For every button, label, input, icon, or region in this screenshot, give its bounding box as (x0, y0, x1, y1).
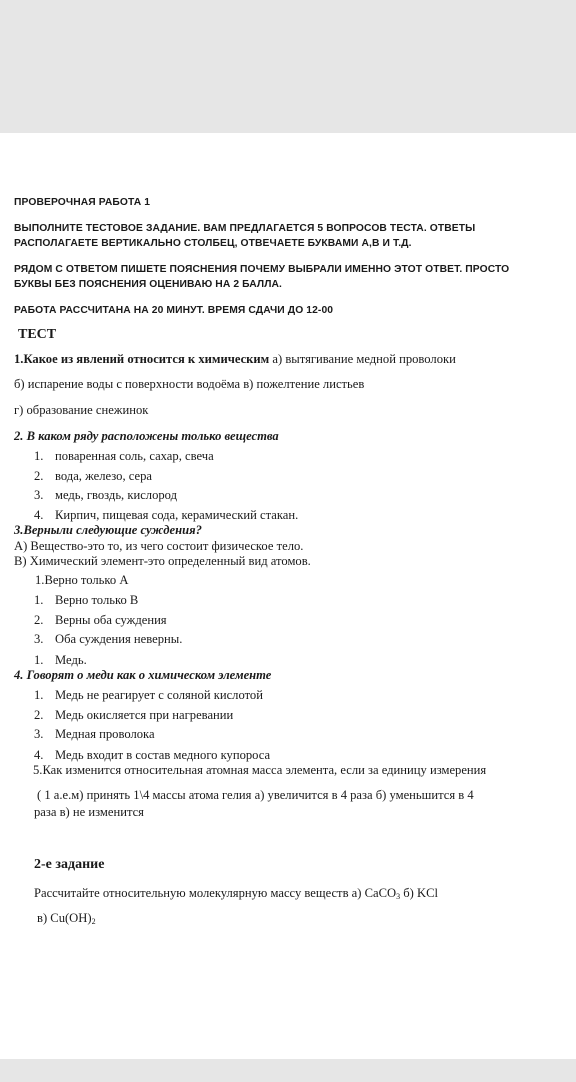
instruction-2-line-1: РЯДОМ С ОТВЕТОМ ПИШЕТЕ ПОЯСНЕНИЯ ПОЧЕМУ ВЫБРАЛИ ИМЕННО ЭТОТ ОТВЕТ. ПРОСТО (14, 264, 510, 275)
instruction-3: РАБОТА РАССЧИТАНА НА 20 МИНУТ. ВРЕМЯ СДАЧИ ДО 12-00 (14, 305, 334, 316)
list-item-number: 1. (34, 449, 44, 463)
task-2-line-1-text: Рассчитайте относительную молекулярную массу веществ а) CaCO (34, 886, 397, 900)
list-item (0, 688, 576, 704)
list-item (0, 488, 576, 504)
question-3-text: 3.Верныли следующие суждения? (14, 523, 202, 537)
list-item-text: вода, железо, сера (55, 469, 152, 483)
list-item-number: 3. (34, 488, 44, 502)
list-item-number: 2. (34, 469, 44, 483)
list-item-text: поваренная соль, сахар, свеча (55, 449, 214, 463)
instruction-1-line-2: РАСПОЛАГАЕТЕ ВЕРТИКАЛЬНО СТОЛБЕЦ, ОТВЕЧАЕТЕ БУКВАМИ А,В И Т.Д. (14, 238, 412, 249)
question-1-option-g: г) образование снежинок (14, 403, 149, 417)
question-5-line-2: ( 1 а.е.м) принять 1\4 массы атома гелия а) увеличится в 4 раза б) уменьшится в 4 (37, 788, 474, 802)
task-2-line-2-text: в) Cu(OH) (37, 911, 92, 925)
list-item-text: 1.Верно только А (35, 573, 129, 587)
list-item (0, 593, 576, 609)
instruction-2-line-2: БУКВЫ БЕЗ ПОЯСНЕНИЯ ОЦЕНИВАЮ НА 2 БАЛЛА. (14, 279, 283, 290)
task-2-line-2 (37, 911, 96, 926)
list-item (0, 613, 576, 629)
question-2-text: 2. В каком ряду расположены только вещества (14, 429, 279, 443)
list-item-text: Медь не реагирует с соляной кислотой (55, 688, 263, 702)
list-item (0, 727, 576, 743)
list-item (0, 708, 576, 724)
task-2-subscript: 3 (396, 892, 401, 901)
list-item-number: 3. (34, 727, 44, 741)
question-1-option-a: а) вытягивание медной проволоки (269, 352, 456, 366)
list-item-text: Медная проволока (55, 727, 155, 741)
task-2-line-1-rest: б) KCl (400, 886, 438, 900)
list-item-text: Медь окисляется при нагревании (55, 708, 234, 722)
list-item-text: Кирпич, пищевая сода, керамический стакан. (55, 508, 299, 522)
list-item-number: 4. (34, 508, 44, 522)
list-item-number: 2. (34, 708, 44, 722)
question-5-line-1: 5.Как изменится относительная атомная масса элемента, если за единицу измерения (33, 763, 487, 777)
list-item (0, 449, 576, 465)
list-item-number: 2. (34, 613, 44, 627)
question-5-line-3: раза в) не изменится (34, 805, 144, 819)
list-item-number: 1. (34, 688, 44, 702)
list-item-number: 1. (34, 653, 44, 667)
task-2-heading: 2-е задание (34, 857, 105, 872)
list-item (0, 469, 576, 485)
list-item-number: 4. (34, 748, 44, 762)
task-2-subscript: 2 (91, 917, 96, 926)
test-heading: ТЕСТ (18, 327, 57, 342)
list-item (0, 748, 576, 764)
list-item-number: 3. (34, 632, 44, 646)
statement-b: В) Химический элемент-это определенный вид атомов. (14, 554, 311, 568)
list-item (0, 508, 576, 524)
question-1-options-b-v: б) испарение воды с поверхности водоёма в) пожелтение листьев (14, 377, 365, 391)
list-item-text: медь, гвоздь, кислород (55, 488, 178, 502)
list-item-text: Верно только В (55, 593, 139, 607)
list-item-number: 1. (34, 593, 44, 607)
list-item-text: Медь. (55, 653, 87, 667)
list-item (0, 653, 576, 669)
question-4-text: 4. Говорят о меди как о химическом элементе (14, 668, 272, 682)
question-1 (14, 352, 456, 367)
list-item-text: Верны оба суждения (55, 613, 167, 627)
list-item (0, 632, 576, 648)
task-2-line-1 (34, 886, 438, 901)
worksheet-title: ПРОВЕРОЧНАЯ РАБОТА 1 (14, 197, 151, 208)
list-item-text: Медь входит в состав медного купороса (55, 748, 271, 762)
instruction-1-line-1: ВЫПОЛНИТЕ ТЕСТОВОЕ ЗАДАНИЕ. ВАМ ПРЕДЛАГАЕТСЯ 5 ВОПРОСОВ ТЕСТА. ОТВЕТЫ (14, 223, 476, 234)
list-item-text: Оба суждения неверны. (55, 632, 183, 646)
statement-a: А) Вещество-это то, из чего состоит физическое тело. (14, 539, 304, 553)
question-1-text: 1.Какое из явлений относится к химическим (14, 352, 270, 366)
